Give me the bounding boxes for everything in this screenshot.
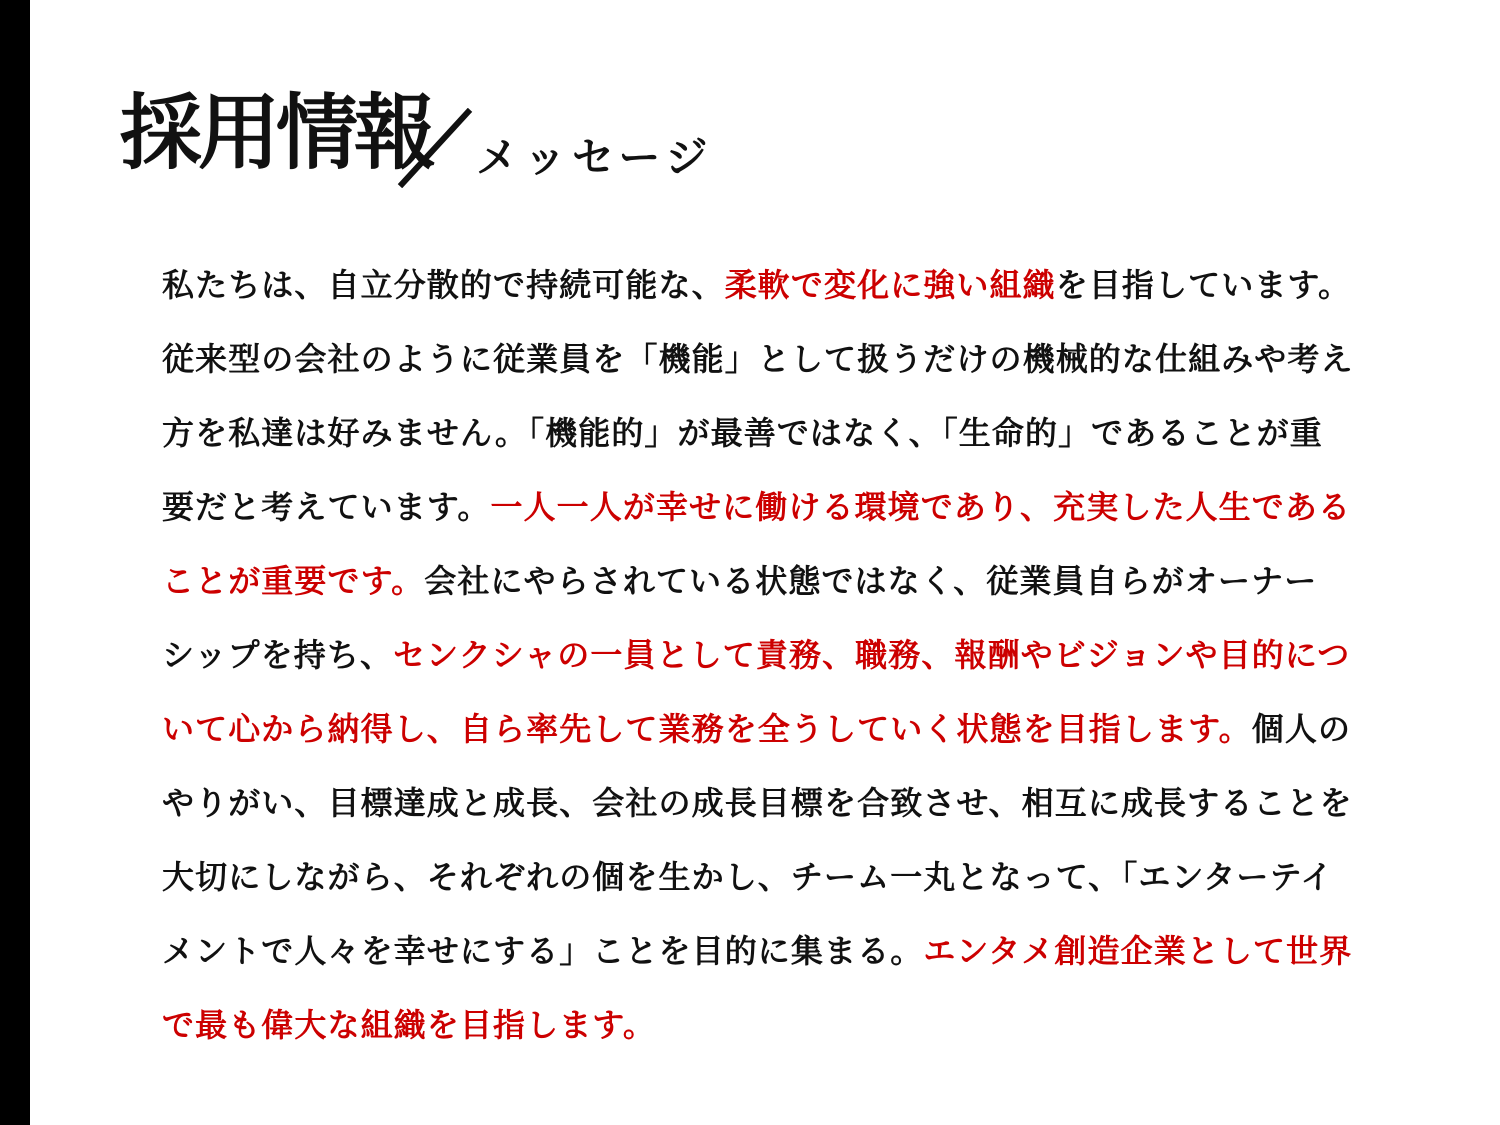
message-text: 方を私達は好みません。「機能的」が最善ではなく、「生命的」であることが重	[162, 414, 1323, 452]
highlighted-text: ことが重要です。	[162, 562, 425, 600]
message-line	[162, 988, 1364, 1062]
message-text: 要だと考えています。	[162, 488, 491, 526]
message-line	[162, 840, 1364, 914]
message-text: 個人の	[1251, 710, 1352, 748]
message-text: を目指しています。	[1055, 266, 1352, 304]
message-line	[162, 544, 1364, 618]
highlighted-text: 柔軟で変化に強い組織	[724, 266, 1056, 304]
message-line	[162, 322, 1364, 396]
message-text: 従来型の会社のように従業員を「機能」として扱うだけの機械的な仕組みや考え	[162, 340, 1354, 378]
highlighted-text: いて心から納得し、自ら率先して業務を全うしていく状態を目指します。	[162, 710, 1252, 748]
highlighted-text: 一人一人が幸せに働ける環境であり、充実した人生である	[490, 488, 1352, 526]
message-line	[162, 470, 1364, 544]
message-line	[162, 396, 1364, 470]
message-line	[162, 766, 1364, 840]
page-title: 採用情報	[120, 86, 433, 181]
message-line	[162, 248, 1364, 322]
highlighted-text: エンタメ創造企業として世界	[923, 932, 1353, 970]
message-text: 私たちは、自立分散的で持続可能な、	[162, 266, 725, 304]
message-line	[162, 618, 1364, 692]
message-text: シップを持ち、	[162, 636, 394, 674]
left-edge-bar	[0, 0, 30, 1125]
message-text: やりがい、目標達成と成長、会社の成長目標を合致させ、相互に成長することを	[162, 784, 1353, 822]
title-slash-divider	[396, 108, 474, 188]
highlighted-text: で最も偉大な組織を目指します。	[162, 1006, 656, 1044]
message-text: メントで人々を幸せにする」ことを目的に集まる。	[162, 932, 924, 970]
message-text: 会社にやらされている状態ではなく、従業員自らがオーナー	[424, 562, 1318, 600]
message-line	[162, 914, 1364, 988]
message-line	[162, 692, 1364, 766]
message-body	[162, 248, 1364, 1062]
highlighted-text: センクシャの一員として責務、職務、報酬やビジョンや目的につ	[393, 636, 1351, 674]
page-subtitle: メッセージ	[476, 133, 714, 182]
message-text: 大切にしながら、それぞれの個を生かし、チーム一丸となって、「エンターテイ	[162, 858, 1334, 896]
